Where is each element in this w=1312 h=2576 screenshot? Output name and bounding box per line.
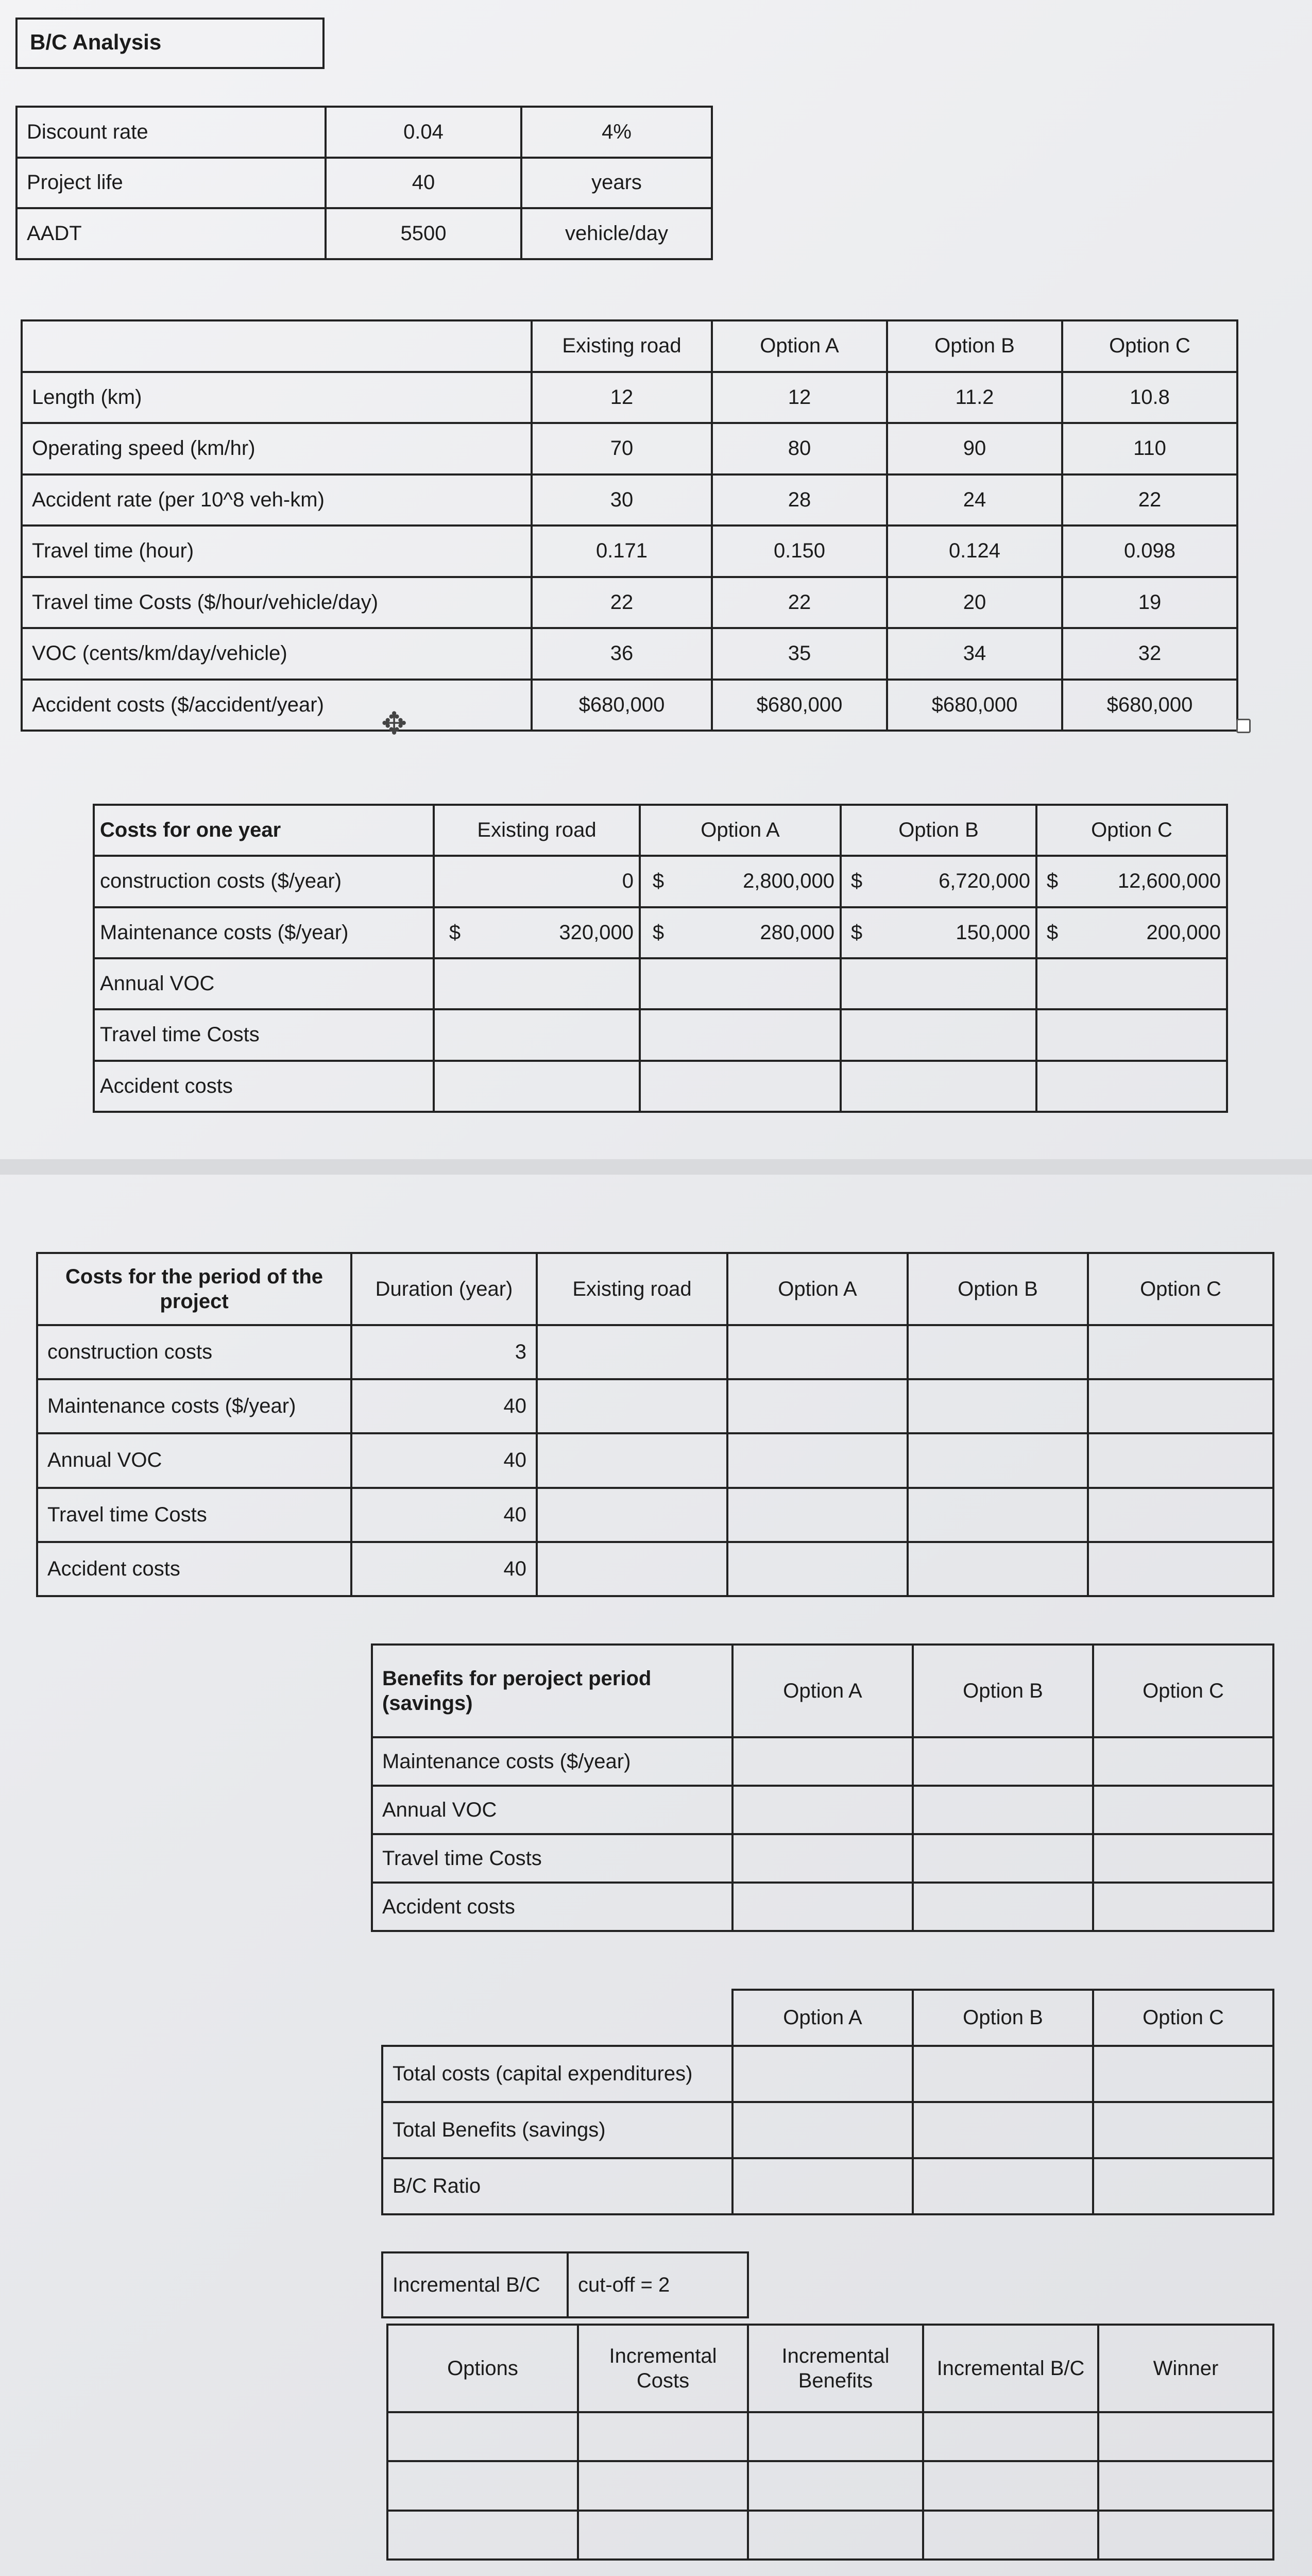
table-row: [37, 1433, 1273, 1487]
cell[interactable]: [537, 1488, 727, 1542]
header-cell[interactable]: [22, 320, 532, 372]
cell[interactable]: 0.150: [712, 526, 887, 577]
cell[interactable]: 110: [1062, 423, 1237, 474]
cell[interactable]: 2,800,000: [676, 856, 841, 907]
param-label[interactable]: Project life: [16, 158, 326, 209]
param-value[interactable]: 40: [326, 158, 521, 209]
cell[interactable]: [1093, 2158, 1273, 2214]
row-label[interactable]: Travel time Costs ($/hour/vehicle/day): [22, 577, 532, 629]
incremental-title-box: [381, 2251, 747, 2318]
cell[interactable]: [732, 2158, 913, 2214]
cell[interactable]: [732, 1834, 913, 1883]
row-label[interactable]: Accident costs ($/accident/year): [22, 680, 532, 731]
duration-cell[interactable]: 40: [351, 1433, 537, 1487]
table-row: [22, 474, 1237, 526]
cell[interactable]: [923, 2461, 1098, 2510]
table-row: [22, 423, 1237, 474]
header-cell[interactable]: Existing road: [434, 805, 640, 856]
cell[interactable]: [434, 1061, 640, 1112]
cell[interactable]: 28: [712, 474, 887, 526]
cell[interactable]: $680,000: [532, 680, 712, 731]
header-cell[interactable]: Option A: [732, 1645, 913, 1737]
row-label[interactable]: construction costs ($/year): [94, 856, 434, 907]
cell[interactable]: [387, 2412, 578, 2461]
cell[interactable]: [1093, 2046, 1273, 2102]
table-header-row: [382, 1990, 1273, 2046]
cell[interactable]: [1036, 1009, 1227, 1060]
cutoff-label[interactable]: cut-off = 2: [568, 2252, 748, 2317]
table-row: [94, 1061, 1227, 1112]
cell[interactable]: 200,000: [1067, 907, 1227, 958]
cell[interactable]: [1088, 1433, 1273, 1487]
table-header-row: [387, 2325, 1273, 2412]
cell[interactable]: [434, 958, 640, 1009]
param-label[interactable]: Discount rate: [16, 107, 326, 158]
cell[interactable]: [537, 1325, 727, 1379]
row-label[interactable]: VOC (cents/km/day/vehicle): [22, 628, 532, 680]
cell[interactable]: 12: [532, 372, 712, 423]
row-label[interactable]: Operating speed (km/hr): [22, 423, 532, 474]
cell[interactable]: [1088, 1542, 1273, 1596]
row-label[interactable]: Accident rate (per 10^8 veh-km): [22, 474, 532, 526]
cell[interactable]: [434, 856, 475, 907]
table-resize-handle[interactable]: [1236, 719, 1251, 733]
cell[interactable]: [908, 1488, 1088, 1542]
header-cell[interactable]: Costs for the period of the project: [37, 1253, 351, 1325]
row-label[interactable]: Accident costs: [372, 1883, 732, 1931]
row-label[interactable]: Travel time Costs: [94, 1009, 434, 1060]
cell[interactable]: 22: [712, 577, 887, 629]
cell[interactable]: 34: [887, 628, 1062, 680]
cell[interactable]: [923, 2412, 1098, 2461]
totals-table: [381, 1989, 1272, 2215]
header-cell[interactable]: Option A: [640, 805, 841, 856]
currency-symbol[interactable]: $: [841, 907, 872, 958]
cell[interactable]: [434, 1009, 640, 1060]
page-title: B/C Analysis: [15, 18, 325, 69]
period-costs-table: [36, 1252, 1272, 1597]
cell[interactable]: [732, 2102, 913, 2158]
param-value[interactable]: 5500: [326, 208, 521, 259]
row-label[interactable]: Maintenance costs ($/year): [94, 907, 434, 958]
header-cell[interactable]: Option A: [727, 1253, 908, 1325]
cell[interactable]: [732, 1786, 913, 1834]
row-label[interactable]: Total Benefits (savings): [382, 2102, 732, 2158]
table-row: [94, 856, 1227, 907]
cell[interactable]: [913, 2102, 1093, 2158]
cell[interactable]: [1093, 2102, 1273, 2158]
cell[interactable]: [908, 1379, 1088, 1433]
duration-cell[interactable]: 40: [351, 1488, 537, 1542]
row-label[interactable]: Travel time (hour): [22, 526, 532, 577]
cell[interactable]: [640, 1061, 841, 1112]
param-row: [16, 158, 712, 209]
cell[interactable]: [727, 1433, 908, 1487]
cell[interactable]: [913, 2046, 1093, 2102]
cell[interactable]: [1093, 1786, 1273, 1834]
currency-symbol[interactable]: $: [1036, 907, 1067, 958]
cell[interactable]: [913, 1737, 1093, 1786]
header-cell[interactable]: Duration (year): [351, 1253, 537, 1325]
table-row: [37, 1325, 1273, 1379]
duration-cell[interactable]: 40: [351, 1379, 537, 1433]
header-cell[interactable]: Winner: [1098, 2325, 1273, 2412]
cell[interactable]: [913, 1786, 1093, 1834]
cell[interactable]: 36: [532, 628, 712, 680]
param-unit[interactable]: 4%: [521, 107, 712, 158]
cell[interactable]: [1088, 1488, 1273, 1542]
header-cell[interactable]: Options: [387, 2325, 578, 2412]
table-row: [22, 680, 1237, 731]
table-header-row: [37, 1253, 1273, 1325]
param-value[interactable]: 0.04: [326, 107, 521, 158]
cell[interactable]: [908, 1433, 1088, 1487]
currency-symbol[interactable]: $: [640, 907, 676, 958]
empty-corner: [382, 1990, 732, 2046]
cell[interactable]: [732, 2046, 913, 2102]
cell[interactable]: [1088, 1379, 1273, 1433]
row-label[interactable]: Maintenance costs ($/year): [37, 1379, 351, 1433]
cell[interactable]: [640, 958, 841, 1009]
header-cell[interactable]: Option B: [841, 805, 1036, 856]
cell[interactable]: [1093, 1883, 1273, 1931]
cell[interactable]: 24: [887, 474, 1062, 526]
row-label[interactable]: Annual VOC: [94, 958, 434, 1009]
table-row: [22, 628, 1237, 680]
cell[interactable]: [727, 1325, 908, 1379]
table-row: [22, 372, 1237, 423]
cell[interactable]: [537, 1433, 727, 1487]
cell[interactable]: $680,000: [887, 680, 1062, 731]
table-row: [382, 2158, 1273, 2214]
currency-symbol[interactable]: $: [1036, 856, 1067, 907]
header-cell[interactable]: Option C: [1093, 1645, 1273, 1737]
cell[interactable]: 35: [712, 628, 887, 680]
cell[interactable]: 6,720,000: [872, 856, 1036, 907]
cell[interactable]: [913, 2158, 1093, 2214]
cell[interactable]: 30: [532, 474, 712, 526]
row-label[interactable]: construction costs: [37, 1325, 351, 1379]
cell[interactable]: [1093, 1834, 1273, 1883]
cell[interactable]: [913, 1883, 1093, 1931]
cell[interactable]: [748, 2511, 923, 2560]
move-cursor-icon: ✥: [381, 706, 407, 741]
incremental-table: [386, 2324, 1272, 2561]
row-label[interactable]: Travel time Costs: [37, 1488, 351, 1542]
currency-symbol[interactable]: $: [841, 856, 872, 907]
cell[interactable]: 0: [475, 856, 640, 907]
benefits-table: [371, 1643, 1272, 1932]
currency-symbol[interactable]: $: [434, 907, 475, 958]
row-label[interactable]: B/C Ratio: [382, 2158, 732, 2214]
header-cell[interactable]: Option A: [732, 1990, 913, 2046]
cell[interactable]: 22: [532, 577, 712, 629]
cell[interactable]: [578, 2412, 748, 2461]
cell[interactable]: 10.8: [1062, 372, 1237, 423]
cell[interactable]: [727, 1542, 908, 1596]
row-label[interactable]: Maintenance costs ($/year): [372, 1737, 732, 1786]
param-unit[interactable]: years: [521, 158, 712, 209]
cell[interactable]: [1093, 1737, 1273, 1786]
cell[interactable]: 0.098: [1062, 526, 1237, 577]
cell[interactable]: [1098, 2461, 1273, 2510]
header-cell[interactable]: Existing road: [532, 320, 712, 372]
cell[interactable]: [841, 958, 1036, 1009]
row-label[interactable]: Accident costs: [94, 1061, 434, 1112]
cell[interactable]: $680,000: [712, 680, 887, 731]
row-label[interactable]: Annual VOC: [372, 1786, 732, 1834]
cell[interactable]: [578, 2461, 748, 2510]
header-cell[interactable]: Incremental B/C: [923, 2325, 1098, 2412]
header-cell[interactable]: Incremental Benefits: [748, 2325, 923, 2412]
cell[interactable]: 12: [712, 372, 887, 423]
row-label[interactable]: Length (km): [22, 372, 532, 423]
table-header-row: [372, 1645, 1273, 1737]
table-row: [22, 577, 1237, 629]
row-label[interactable]: Travel time Costs: [372, 1834, 732, 1883]
row-label[interactable]: Total costs (capital expenditures): [382, 2046, 732, 2102]
header-cell[interactable]: Option B: [887, 320, 1062, 372]
table-row: [37, 1379, 1273, 1433]
table-row: [372, 1834, 1273, 1883]
param-row: [16, 107, 712, 158]
cell[interactable]: $680,000: [1062, 680, 1237, 731]
table-row: [37, 1542, 1273, 1596]
cell[interactable]: [1036, 1061, 1227, 1112]
table-row: [387, 2461, 1273, 2510]
currency-symbol[interactable]: $: [640, 856, 676, 907]
incremental-title[interactable]: Incremental B/C: [382, 2252, 568, 2317]
cell[interactable]: [923, 2511, 1098, 2560]
table-row: [94, 907, 1227, 958]
table-row: [37, 1488, 1273, 1542]
table-row: [372, 1786, 1273, 1834]
param-row: [16, 208, 712, 259]
table-row: [372, 1737, 1273, 1786]
table-row: [94, 1009, 1227, 1060]
header-cell[interactable]: Costs for one year: [94, 805, 434, 856]
cell[interactable]: 22: [1062, 474, 1237, 526]
header-cell[interactable]: Option C: [1088, 1253, 1273, 1325]
cell[interactable]: [913, 1834, 1093, 1883]
table-header-row: [94, 805, 1227, 856]
table-row: [387, 2511, 1273, 2560]
table-row: [382, 2046, 1273, 2102]
table-row: [387, 2412, 1273, 2461]
cell[interactable]: [537, 1542, 727, 1596]
cell[interactable]: 150,000: [872, 907, 1036, 958]
cell[interactable]: [841, 1009, 1036, 1060]
cell[interactable]: 0.171: [532, 526, 712, 577]
cell[interactable]: 32: [1062, 628, 1237, 680]
header-cell[interactable]: Benefits for peroject period (savings): [372, 1645, 732, 1737]
duration-cell[interactable]: 40: [351, 1542, 537, 1596]
duration-cell[interactable]: 3: [351, 1325, 537, 1379]
cell[interactable]: 320,000: [475, 907, 640, 958]
header-cell[interactable]: Option A: [712, 320, 887, 372]
cell[interactable]: 80: [712, 423, 887, 474]
row-label[interactable]: Accident costs: [37, 1542, 351, 1596]
cell[interactable]: 90: [887, 423, 1062, 474]
table-row: [382, 2102, 1273, 2158]
cell[interactable]: [1098, 2412, 1273, 2461]
section-divider: [0, 1159, 1312, 1175]
cell[interactable]: [640, 1009, 841, 1060]
cell[interactable]: [1036, 958, 1227, 1009]
cell[interactable]: [732, 1737, 913, 1786]
header-cell[interactable]: Option C: [1062, 320, 1237, 372]
cell[interactable]: [1098, 2511, 1273, 2560]
header-cell[interactable]: Incremental Costs: [578, 2325, 748, 2412]
param-label[interactable]: AADT: [16, 208, 326, 259]
header-cell[interactable]: Existing road: [537, 1253, 727, 1325]
cell[interactable]: [841, 1061, 1036, 1112]
cell[interactable]: [578, 2511, 748, 2560]
cell[interactable]: 0.124: [887, 526, 1062, 577]
cell[interactable]: [387, 2461, 578, 2510]
cell[interactable]: [732, 1883, 913, 1931]
table-row: [94, 958, 1227, 1009]
header-cell[interactable]: Option C: [1093, 1990, 1273, 2046]
cell[interactable]: 20: [887, 577, 1062, 629]
cell[interactable]: [1088, 1325, 1273, 1379]
cell[interactable]: 12,600,000: [1067, 856, 1227, 907]
row-label[interactable]: Annual VOC: [37, 1433, 351, 1487]
road-data-table: [21, 319, 1236, 732]
cell[interactable]: [748, 2461, 923, 2510]
cell[interactable]: [748, 2412, 923, 2461]
cell[interactable]: [908, 1542, 1088, 1596]
header-cell[interactable]: Option B: [913, 1645, 1093, 1737]
cell[interactable]: 70: [532, 423, 712, 474]
cell[interactable]: [537, 1379, 727, 1433]
cell[interactable]: 280,000: [676, 907, 841, 958]
header-cell[interactable]: Option B: [908, 1253, 1088, 1325]
cell[interactable]: 19: [1062, 577, 1237, 629]
param-unit[interactable]: vehicle/day: [521, 208, 712, 259]
cell[interactable]: [387, 2511, 578, 2560]
table-row: [22, 526, 1237, 577]
table-header-row: [22, 320, 1237, 372]
cell[interactable]: [908, 1325, 1088, 1379]
cell[interactable]: 11.2: [887, 372, 1062, 423]
header-cell[interactable]: Option B: [913, 1990, 1093, 2046]
cell[interactable]: [727, 1488, 908, 1542]
one-year-costs-table: [93, 804, 1226, 1113]
parameters-table: [15, 106, 711, 260]
cell[interactable]: [727, 1379, 908, 1433]
header-cell[interactable]: Option C: [1036, 805, 1227, 856]
table-row: [372, 1883, 1273, 1931]
